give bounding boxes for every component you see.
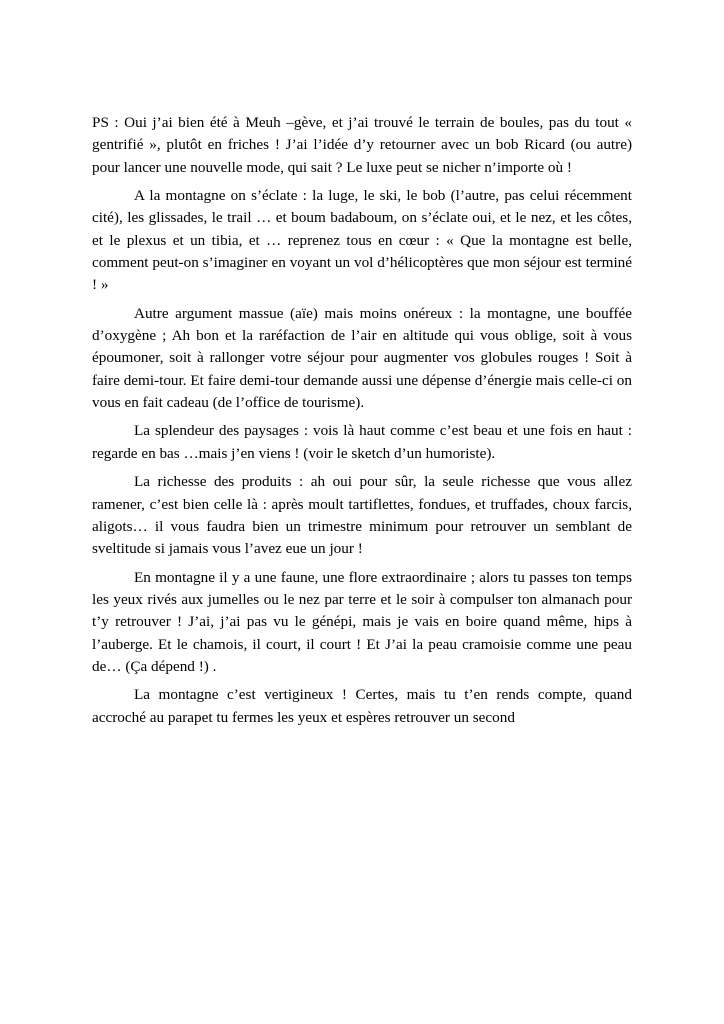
document-body [92, 112, 632, 729]
paragraph-vertigineux: La montagne c’est vertigineux ! Certes, mais tu t’en rends compte, quand accroché au parapet tu fermes les yeux et espères retrouver un second [92, 686, 632, 726]
paragraph-ps: PS : Oui j’ai bien été à Meuh –gève, et j’ai trouvé le terrain de boules, pas du tout « gentrifié », plutôt en friches ! J’ai l’idée d’y retourner avec un bob Ricard (ou autre) pour lancer une nouvelle mode, qui sait ? Le luxe peut se nicher n’importe où ! [92, 114, 632, 176]
paragraph-produits: La richesse des produits : ah oui pour sûr, la seule richesse que vous allez ramener, c’est bien celle là : après moult tartiflettes, fondues, et truffades, choux farcis, aligots… il vous faudra bien un trimestre minimum pour retrouver un semblant de sveltitude si jamais vous l’avez eue un jour ! [92, 473, 632, 558]
paragraph-montagne-eclate: A la montagne on s’éclate : la luge, le ski, le bob (l’autre, pas celui récemment cité), les glissades, le trail … et boum badaboum, on s’éclate oui, et le nez, et les côtes, et le plexus et un tibia, et … reprenez tous en cœur : « Que la montagne est belle, comment peut-on s’imaginer en voyant un vol d’hélicoptères que mon séjour est terminé ! » [92, 187, 632, 294]
paragraph-paysages: La splendeur des paysages : vois là haut comme c’est beau et une fois en haut : regarde en bas …mais j’en viens ! (voir le sketch d’un humoriste). [92, 422, 632, 462]
paragraph-oxygene: Autre argument massue (aïe) mais moins onéreux : la montagne, une bouffée d’oxygène ; Ah bon et la raréfaction de l’air en altitude qui vous oblige, soit à vous époumoner, soit à rallonger votre séjour pour augmenter vos globules rouges ! Soit à faire demi-tour. Et faire demi-tour demande aussi une dépense d’énergie mais celle-ci on vous en fait cadeau (de l’office de tourisme). [92, 304, 632, 412]
paragraph-faune-flore: En montagne il y a une faune, une flore extraordinaire ; alors tu passes ton temps les yeux rivés aux jumelles ou le nez par terre et le soir à compulser ton almanach pour t’y retrouver ! J’ai, j’ai pas vu le génépi, mais je vais en boire quand même, hips à l’auberge. Et le chamois, il court, il court ! Et J’ai la peau cramoisie comme une peau de… (Ça dépend !) . [92, 568, 632, 675]
